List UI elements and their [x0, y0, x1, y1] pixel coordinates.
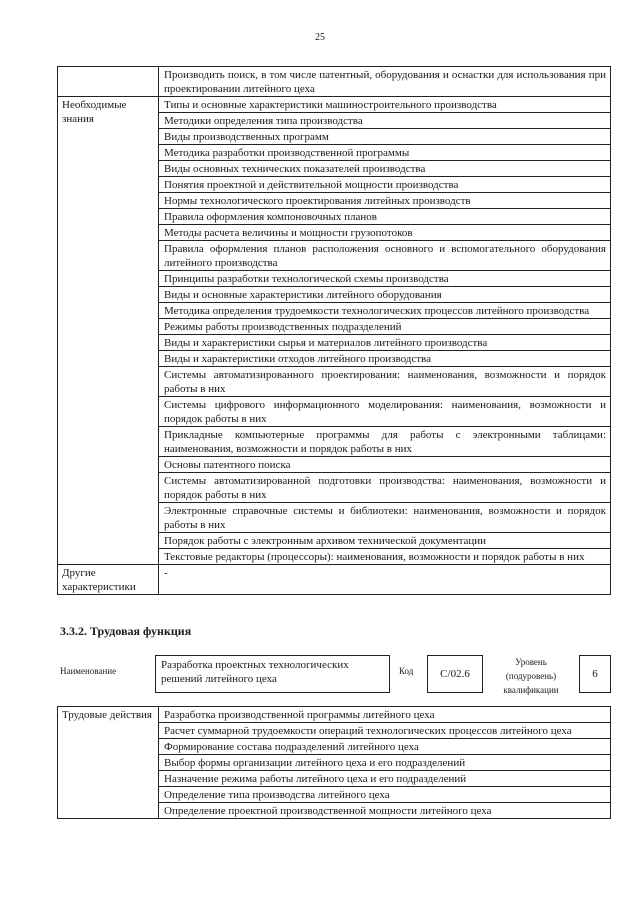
- knowledge-item: Методы расчета величины и мощности грузопотоков: [159, 225, 611, 241]
- action-item: Разработка производственной программы литейного цеха: [159, 707, 611, 723]
- action-item: Определение типа производства литейного цеха: [159, 787, 611, 803]
- knowledge-item: Текстовые редакторы (процессоры): наименования, возможности и порядок работы в них: [159, 549, 611, 565]
- level-value: 6: [592, 668, 598, 680]
- level-label: Уровень (подуровень) квалификации: [503, 657, 559, 695]
- table-row: [58, 565, 611, 595]
- name-label: Наименование: [60, 666, 117, 676]
- knowledge-item: Электронные справочные системы и библиотеки: наименования, возможности и порядок работы в них: [159, 503, 611, 533]
- actions-label: Трудовые действия: [58, 707, 159, 819]
- knowledge-item: Методика разработки производственной программы: [159, 145, 611, 161]
- knowledge-item: Виды и основные характеристики литейного оборудования: [159, 287, 611, 303]
- section-heading: 3.3.2. Трудовая функция: [60, 624, 192, 638]
- knowledge-item: Системы автоматизированной подготовки производства: наименования, возможности и порядок работы в них: [159, 473, 611, 503]
- action-item: Определение проектной производственной мощности литейного цеха: [159, 803, 611, 819]
- knowledge-item: Системы автоматизированного проектирования: наименования, возможности и порядок работы в них: [159, 367, 611, 397]
- knowledge-item: Принципы разработки технологической схемы производства: [159, 271, 611, 287]
- knowledge-item: Типы и основные характеристики машиностроительного производства: [159, 97, 611, 113]
- knowledge-item: Основы патентного поиска: [159, 457, 611, 473]
- other-value: -: [159, 565, 611, 595]
- empty-label-cell: [58, 67, 159, 97]
- code-box: [427, 655, 483, 693]
- table-row: [58, 707, 611, 723]
- knowledge-item: Виды основных технических показателей производства: [159, 161, 611, 177]
- knowledge-item: Виды и характеристики сырья и материалов литейного производства: [159, 335, 611, 351]
- knowledge-item: Правила оформления планов расположения основного и вспомогательного оборудования литейного производства: [159, 241, 611, 271]
- knowledge-item: Режимы работы производственных подразделений: [159, 319, 611, 335]
- knowledge-item: Прикладные компьютерные программы для работы с электронными таблицами: наименования, возможности и порядок работы в них: [159, 427, 611, 457]
- knowledge-item: Понятия проектной и действительной мощности производства: [159, 177, 611, 193]
- knowledge-item: Правила оформления компоновочных планов: [159, 209, 611, 225]
- action-item: Формирование состава подразделений литейного цеха: [159, 739, 611, 755]
- code-label: Код: [399, 666, 414, 676]
- table-row: [58, 67, 611, 97]
- knowledge-item: Системы цифрового информационного моделирования: наименования, возможности и порядок работы в них: [159, 397, 611, 427]
- page-number: 25: [315, 32, 325, 43]
- level-box: [579, 655, 611, 693]
- action-item: Расчет суммарной трудоемкости операций технологических процессов литейного цеха: [159, 723, 611, 739]
- knowledge-label: Необходимые знания: [58, 97, 159, 565]
- table-cell: Производить поиск, в том числе патентный, оборудования и оснастки для использования при проектировании литейного цеха: [159, 67, 611, 97]
- knowledge-item: Методики определения типа производства: [159, 113, 611, 129]
- other-label: Другие характеристики: [58, 565, 159, 595]
- function-name-box: [155, 655, 390, 693]
- knowledge-item: Порядок работы с электронным архивом технической документации: [159, 533, 611, 549]
- knowledge-table: [57, 66, 611, 595]
- knowledge-item: Виды и характеристики отходов литейного производства: [159, 351, 611, 367]
- action-item: Выбор формы организации литейного цеха и его подразделений: [159, 755, 611, 771]
- table-row: [58, 97, 611, 113]
- function-name-value: Разработка проектных технологических решений литейного цеха: [161, 659, 349, 685]
- actions-table: [57, 706, 611, 819]
- knowledge-item: Нормы технологического проектирования литейных производств: [159, 193, 611, 209]
- knowledge-item: Методика определения трудоемкости технологических процессов литейного производства: [159, 303, 611, 319]
- code-value: C/02.6: [440, 668, 470, 680]
- knowledge-item: Виды производственных программ: [159, 129, 611, 145]
- action-item: Назначение режима работы литейного цеха и его подразделений: [159, 771, 611, 787]
